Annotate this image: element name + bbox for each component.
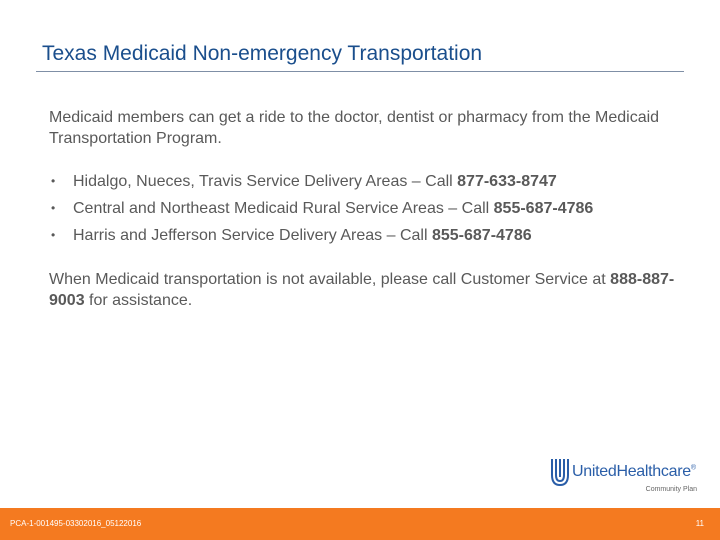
list-item: [49, 171, 699, 198]
closing-paragraph: [49, 269, 689, 311]
closing-text-end: for assistance.: [84, 292, 193, 309]
bullet-icon: •: [51, 228, 56, 242]
logo-mark-icon: [551, 457, 569, 487]
service-area-text: Hidalgo, Nueces, Travis Service Delivery Areas – Call: [73, 173, 458, 190]
bullet-icon: •: [51, 174, 56, 188]
intro-paragraph: Medicaid members can get a ride to the doctor, dentist or pharmacy from the Medicaid Transportation Program.: [49, 109, 660, 147]
slide-title: Texas Medicaid Non-emergency Transportation: [42, 42, 483, 65]
phone-number: 877-633-8747: [457, 173, 557, 190]
bullet-icon: •: [51, 201, 56, 215]
document-code: PCA-1-001495-03302016_05122016: [10, 519, 142, 528]
service-area-text: Harris and Jefferson Service Delivery Areas – Call: [73, 227, 432, 244]
title-divider: [36, 71, 684, 72]
page-number: 11: [695, 519, 704, 528]
footer-bar: [0, 508, 720, 540]
phone-number: 855-687-4786: [431, 227, 532, 244]
list-item: [49, 198, 699, 225]
service-area-list: [49, 171, 699, 252]
logo-wordmark: UnitedHealthcare®: [572, 463, 696, 480]
customer-service-phone: 888-887-9003: [49, 271, 675, 309]
service-area-text: Central and Northeast Medicaid Rural Service Areas – Call: [73, 200, 494, 217]
list-item: [49, 225, 699, 252]
logo-subtitle: Community Plan: [645, 486, 697, 493]
closing-text: When Medicaid transportation is not available, please call Customer Service at: [49, 271, 611, 288]
unitedhealthcare-logo: [551, 455, 701, 497]
phone-number: 855-687-4786: [493, 200, 594, 217]
